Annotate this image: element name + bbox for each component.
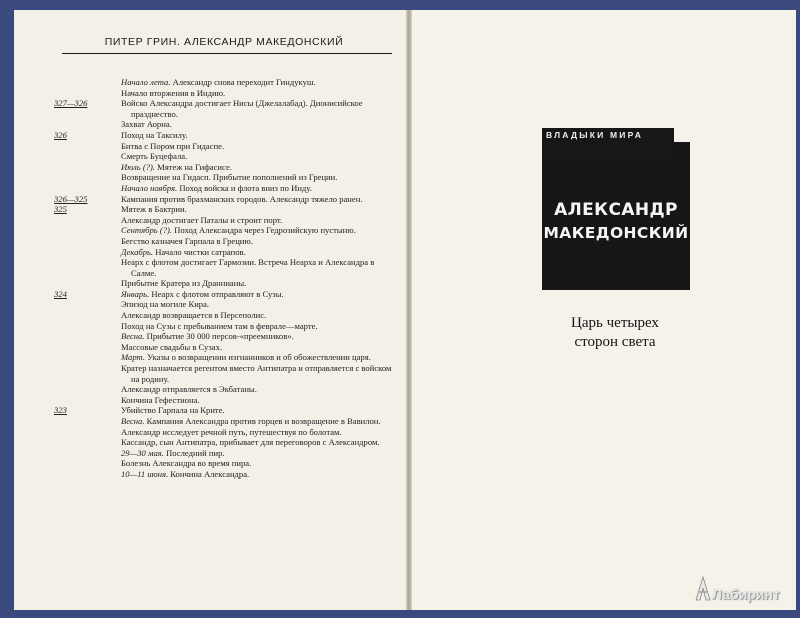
entry-year: 323 bbox=[54, 405, 67, 416]
chronology-entry bbox=[54, 98, 398, 130]
chronology-entry bbox=[54, 204, 398, 289]
entry-event bbox=[121, 395, 398, 406]
entry-event bbox=[121, 342, 398, 353]
event-lead: Июль (?). bbox=[121, 161, 156, 172]
entry-event bbox=[121, 183, 398, 194]
event-text: Мятеж в Бактрии. bbox=[121, 204, 187, 215]
entry-event bbox=[121, 352, 398, 363]
chronology-entry bbox=[54, 405, 398, 479]
entry-event bbox=[121, 448, 398, 459]
event-lead: Январь. bbox=[121, 288, 150, 299]
event-text: Захват Аорна. bbox=[121, 119, 172, 130]
event-text: Кратер назначается регентом вместо Антипатра и отправляется с войском на родину. bbox=[121, 363, 392, 384]
event-text: Прибытие Кратера из Драннианы. bbox=[121, 278, 247, 289]
event-text: Бегство казначея Гарпала в Грецию. bbox=[121, 235, 253, 246]
entry-event bbox=[121, 215, 398, 226]
chronology-entry bbox=[54, 77, 398, 98]
entry-event bbox=[121, 225, 398, 236]
event-text: Поход на Сузы с пребыванием там в феврале—марте. bbox=[121, 320, 318, 331]
entry-event bbox=[121, 141, 398, 152]
event-lead: 10—11 июня. bbox=[121, 468, 169, 479]
chronology bbox=[54, 77, 398, 480]
entry-event bbox=[121, 469, 398, 480]
event-text: Возвращение на Гидасп. Прибытие пополнений из Греции. bbox=[121, 172, 338, 183]
event-lead: Март. bbox=[121, 352, 145, 363]
entry-event bbox=[121, 321, 398, 332]
event-text: Александр исследует речной путь, путешествуя по болотам. bbox=[121, 426, 342, 437]
event-text: Александр снова переходит Гиндукуш. bbox=[170, 77, 316, 87]
event-text: Поход на Таксилу. bbox=[121, 129, 188, 140]
entry-event bbox=[121, 119, 398, 130]
entry-event bbox=[121, 204, 398, 215]
header-rule bbox=[62, 53, 392, 54]
event-text: Войско Александра достигает Нисы (Джелалабад). Дионисийское празднество. bbox=[121, 98, 363, 119]
book-spread bbox=[14, 10, 796, 610]
event-text: Битва с Пором при Гидаспе. bbox=[121, 140, 225, 151]
chronology-entry bbox=[54, 130, 398, 194]
entry-event bbox=[121, 194, 398, 205]
event-text: Кампания против брахманских городов. Александр тяжело ранен. bbox=[121, 193, 363, 204]
event-text: Неарх с флотом достигает Гармозии. Встреча Неарха и Александра в Салме. bbox=[121, 257, 375, 278]
right-page bbox=[412, 10, 796, 610]
event-text: Болезнь Александра во время пира. bbox=[121, 458, 252, 469]
entry-event bbox=[121, 437, 398, 448]
event-text: Последний пир. bbox=[163, 447, 225, 458]
entry-event bbox=[121, 331, 398, 342]
entry-event bbox=[121, 458, 398, 469]
entry-event bbox=[121, 257, 398, 278]
entry-event bbox=[121, 88, 398, 99]
entry-event bbox=[121, 130, 398, 141]
event-text: Убийство Гарпала на Крите. bbox=[121, 405, 225, 416]
subtitle bbox=[520, 314, 710, 352]
entry-event bbox=[121, 427, 398, 438]
watermark bbox=[694, 576, 794, 606]
event-text: Кассандр, сын Антипатра, прибывает для переговоров с Александром. bbox=[121, 437, 380, 448]
event-text: Начало чистки сатрапов. bbox=[153, 246, 246, 257]
event-text: Начало вторжения в Индию. bbox=[121, 87, 226, 98]
event-text: Кончина Гефестиона. bbox=[121, 394, 200, 405]
event-text: Александр достигает Паталы и строит порт. bbox=[121, 214, 283, 225]
event-text: Александр возвращается в Персеполис. bbox=[121, 310, 267, 321]
event-text: Прибытие 30 000 персов-«преемников». bbox=[144, 331, 294, 342]
entry-event bbox=[121, 384, 398, 395]
entry-event bbox=[121, 363, 398, 384]
entry-year: 326—325 bbox=[54, 193, 88, 204]
event-text: Поход Александра через Гедрозийскую пустыню. bbox=[172, 225, 356, 236]
entry-event bbox=[121, 236, 398, 247]
chronology-entry bbox=[54, 194, 398, 205]
event-text: Неарх с флотом отправляют в Сузы. bbox=[149, 288, 284, 299]
event-lead: Весна. bbox=[121, 331, 145, 342]
entry-event bbox=[121, 278, 398, 289]
event-lead: Весна. bbox=[121, 416, 145, 426]
event-text: Мятеж на Гифасисе. bbox=[155, 161, 232, 172]
event-text: Указы о возвращении изгнанников и об обожествлении царя. bbox=[144, 352, 371, 363]
event-lead: Начало ноября. bbox=[121, 182, 178, 193]
entry-event bbox=[121, 162, 398, 173]
event-text: Массовые свадьбы в Сузах. bbox=[121, 341, 223, 352]
event-text: Поход войска и флота вниз по Инду. bbox=[177, 182, 312, 193]
entry-event bbox=[121, 299, 398, 310]
title-line-2: МАКЕДОНСКИЙ bbox=[543, 224, 689, 242]
event-lead: Начало лета. bbox=[121, 77, 171, 87]
entry-event bbox=[121, 77, 398, 88]
entry-year: 326 bbox=[54, 129, 67, 140]
chronology-entry bbox=[54, 289, 398, 406]
entry-event bbox=[121, 247, 398, 258]
event-lead: Сентябрь (?). bbox=[121, 225, 173, 236]
entry-event bbox=[121, 405, 398, 416]
entry-year: 324 bbox=[54, 288, 67, 299]
watermark-text: Лабиринт bbox=[712, 586, 780, 602]
entry-event bbox=[121, 310, 398, 321]
entry-event bbox=[121, 416, 398, 427]
labirint-logo-icon bbox=[694, 576, 712, 602]
subtitle-line-1: Царь четырех bbox=[571, 315, 659, 331]
event-lead: Декабрь. bbox=[121, 246, 154, 257]
event-lead: 29—30 мая. bbox=[121, 447, 164, 458]
event-text: Эпизод на могиле Кира. bbox=[121, 299, 210, 310]
entry-event bbox=[121, 151, 398, 162]
running-head: ПИТЕР ГРИН. АЛЕКСАНДР МАКЕДОНСКИЙ bbox=[104, 36, 344, 48]
event-text: Кампания Александра против горцев и возвращение в Вавилон. bbox=[144, 416, 381, 426]
entry-year: 327—326 bbox=[54, 98, 88, 109]
event-text: Кончина Александра. bbox=[168, 468, 250, 479]
title-block bbox=[542, 142, 690, 290]
left-page bbox=[14, 10, 406, 610]
entry-event bbox=[121, 172, 398, 183]
title-line-1: АЛЕКСАНДР bbox=[554, 200, 678, 220]
entry-year: 325 bbox=[54, 204, 67, 215]
event-text: Смерть Буцефала. bbox=[121, 151, 188, 162]
series-label: ВЛАДЫКИ МИРА bbox=[542, 128, 674, 160]
entry-event bbox=[121, 98, 398, 119]
event-text: Александр отправляется в Экбатаны. bbox=[121, 384, 257, 395]
subtitle-line-2: сторон света bbox=[574, 334, 656, 350]
entry-event bbox=[121, 289, 398, 300]
